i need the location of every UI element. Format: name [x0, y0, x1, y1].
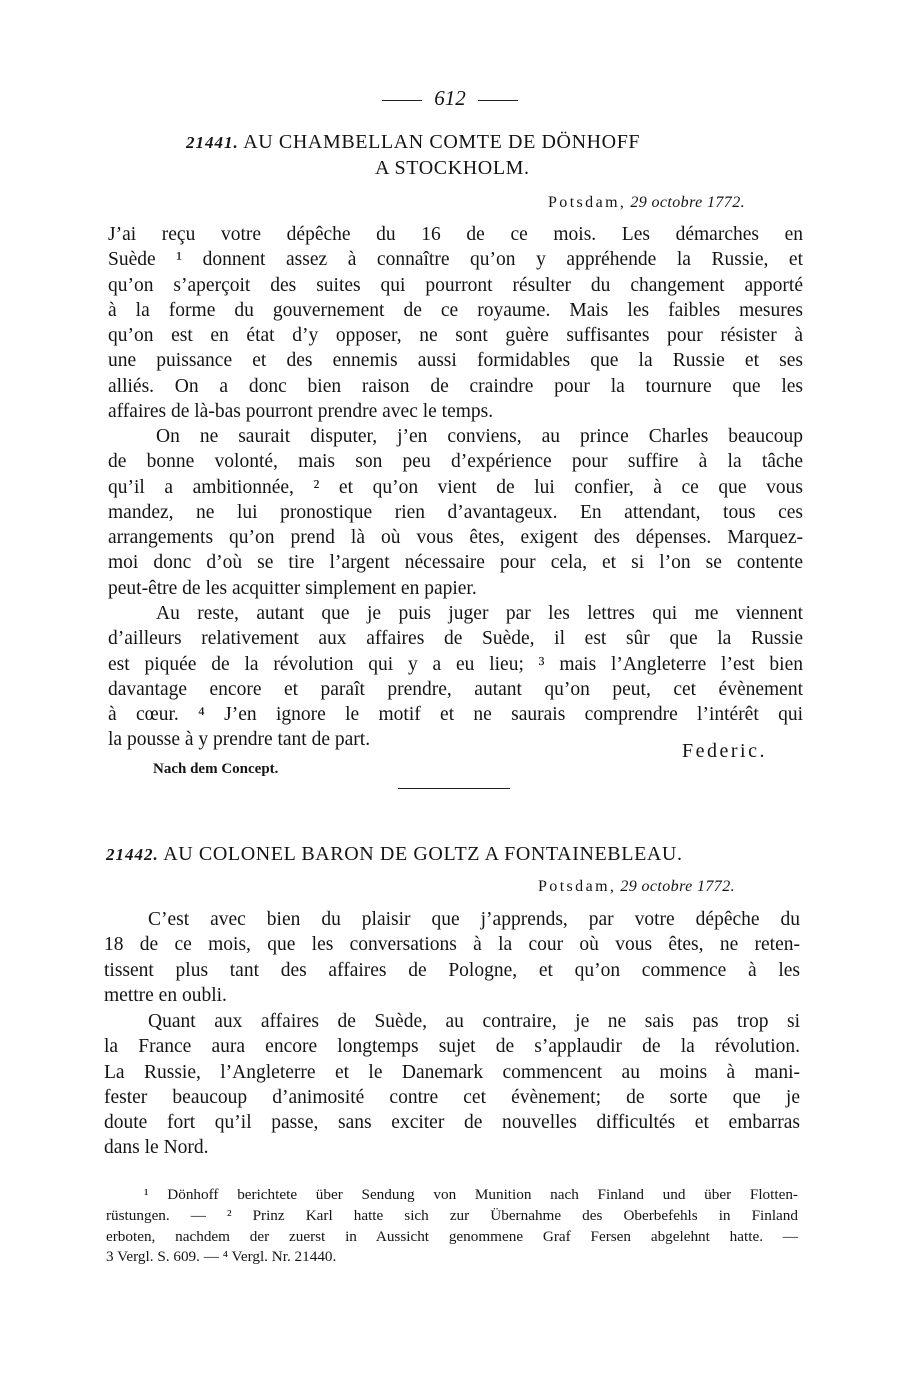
letter2-paragraph-1 — [104, 907, 800, 1008]
letter2-place: Potsdam, — [538, 878, 617, 895]
text-line: Suède ¹ donnent assez à connaître qu’on y appréhende la Russie, et — [108, 249, 803, 271]
text-line: peut-être de les acquitter simplement en papier. — [108, 577, 477, 599]
footnotes — [106, 1185, 798, 1268]
text-line: 18 de ce mois, que les conversations à la cour où vous êtes, ne reten- — [104, 934, 800, 956]
text-line: tissent plus tant des affaires de Pologne, et qu’on commence à les — [104, 959, 800, 981]
letter2-title: AU COLONEL BARON DE GOLTZ A FONTAINEBLEAU. — [163, 843, 683, 865]
text-line: dans le Nord. — [104, 1137, 209, 1159]
text-line: La Russie, l’Angleterre et le Danemark commencent au moins à mani- — [104, 1061, 800, 1083]
letter2-dateline — [538, 878, 735, 896]
text-line: de bonne volonté, mais son peu d’expérience pour suffire à la tâche — [108, 451, 803, 473]
text-line: moi donc d’où se tire l’argent nécessaire pour cela, et si l’on se contente — [108, 552, 803, 574]
letter2-heading — [106, 843, 683, 866]
letter1-date: 29 octobre 1772. — [630, 194, 746, 211]
text-line: d’ailleurs relativement aux affaires de Suède, il est sûr que la Russie — [108, 628, 803, 650]
text-line: qu’on s’aperçoit des suites qui pourront résulter du changement apporté — [108, 274, 803, 296]
text-line: une puissance et des ennemis aussi formidables que la Russie et ses — [108, 350, 803, 372]
text-line: On ne saurait disputer, j’en conviens, au prince Charles beaucoup — [156, 426, 803, 447]
text-line: C’est avec bien du plaisir que j’apprends, par votre dépêche du — [148, 909, 800, 930]
letter1-paragraph-2 — [108, 424, 803, 601]
text-line: à la forme du gouvernement de ce royaume. Mais les faibles mesures — [108, 299, 803, 321]
letter1-heading — [186, 131, 640, 154]
text-line: qu’il a ambitionnée, ² et qu’on vient de lui confier, à ce que vous — [108, 476, 803, 498]
text-line: à cœur. ⁴ J’en ignore le motif et ne saurais comprendre l’intérêt qui — [108, 704, 803, 726]
text-line: mettre en oubli. — [104, 984, 227, 1006]
text-line: alliés. On a donc bien raison de craindre pour la tournure que les — [108, 375, 803, 397]
letter1-title-line1: AU CHAMBELLAN COMTE DE DÖNHOFF — [243, 131, 641, 153]
page-number-dash-right — [478, 100, 518, 101]
letter1-title-line2: A STOCKHOLM. — [375, 157, 530, 179]
text-line: la pousse à y prendre tant de part. — [108, 729, 371, 751]
footnote-line: rüstungen. — ² Prinz Karl hatte sich zur Übernahme des Oberbefehls in Finland — [106, 1206, 798, 1224]
text-line: qu’on est en état d’y opposer, ne sont guère suffisantes pour résister à — [108, 325, 803, 347]
text-line: arrangements qu’on prend là où vous êtes, exigent des dépenses. Marquez- — [108, 527, 803, 549]
letter1-number: 21441. — [186, 133, 239, 152]
letter2-date: 29 octobre 1772. — [620, 878, 736, 895]
letter2-number: 21442. — [106, 845, 159, 864]
text-line: Au reste, autant que je puis juger par les lettres qui me viennent — [156, 603, 803, 624]
text-line: doute fort qu’il passe, sans exciter de nouvelles difficultés et embarras — [104, 1112, 800, 1134]
letter1-paragraph-1 — [108, 222, 803, 424]
footnote-line: erboten, nachdem der zuerst in Aussicht genommene Graf Fersen abgelehnt hatte. — — [106, 1227, 798, 1245]
text-line: affaires de là-bas pourront prendre avec le temps. — [108, 401, 494, 423]
page-number-header — [0, 86, 900, 111]
letter2-paragraph-2 — [104, 1009, 800, 1161]
text-line: davantage encore et paraît prendre, autant qu’on peut, cet évènement — [108, 678, 803, 700]
letter1-dateline — [548, 194, 745, 212]
text-line: fester beaucoup d’animosité contre cet évènement; de sorte que je — [104, 1086, 800, 1108]
page-number-dash-left — [382, 100, 422, 101]
footnote-line: 3 Vergl. S. 609. — ⁴ Vergl. Nr. 21440. — [106, 1248, 337, 1266]
text-line: mandez, ne lui pronostique rien d’avantageux. En attendant, tous ces — [108, 501, 803, 523]
footnote-line: ¹ Dönhoff berichtete über Sendung von Munition nach Finland und über Flotten- — [144, 1186, 798, 1203]
letter1-source-note: Nach dem Concept. — [153, 761, 279, 777]
text-line: J’ai reçu votre dépêche du 16 de ce mois. Les démarches en — [108, 224, 803, 245]
letter1-place: Potsdam, — [548, 194, 627, 211]
page-number: 612 — [434, 86, 466, 110]
letter1-signature: Federic. — [682, 740, 767, 762]
section-divider — [398, 788, 510, 789]
text-line: est piquée de la révolution qui y a eu lieu; ³ mais l’Angleterre l’est bien — [108, 653, 803, 675]
text-line: Quant aux affaires de Suède, au contraire, je ne sais pas trop si — [148, 1011, 800, 1032]
letter1-paragraph-3 — [108, 601, 803, 753]
text-line: la France aura encore longtemps sujet de s’applaudir de la révolution. — [104, 1036, 800, 1058]
